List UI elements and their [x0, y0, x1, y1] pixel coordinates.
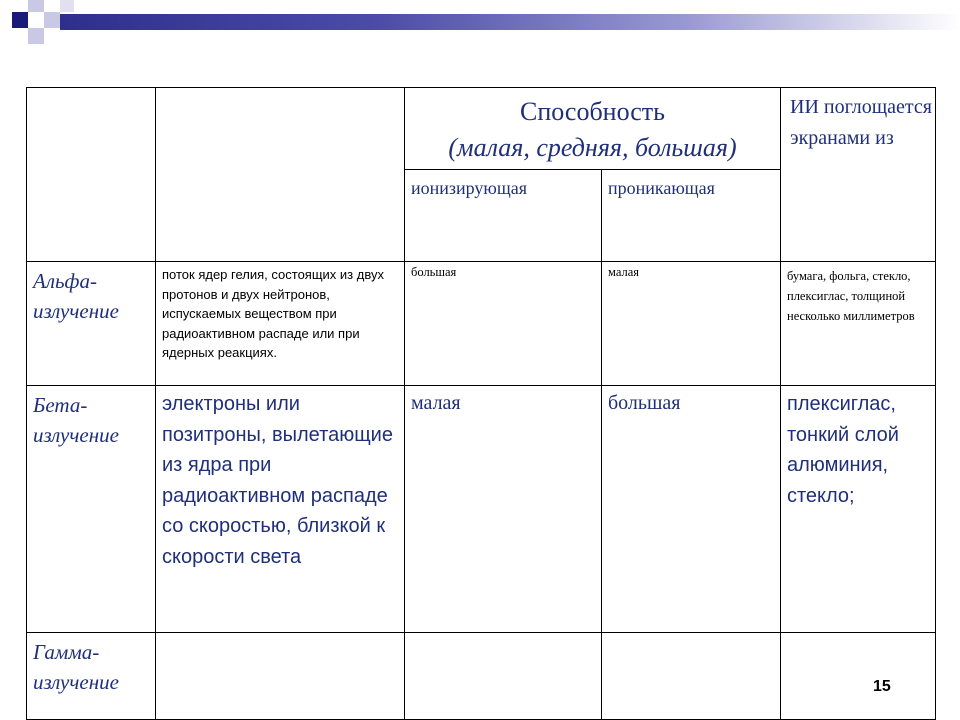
row-penetrating	[602, 633, 780, 639]
row-description: поток ядер гелия, состоящих из двух протонов и двух нейтронов, испускаемых веществом при радиоактивном распаде или при ядерных реакциях.	[162, 267, 384, 360]
decor-square	[60, 0, 74, 12]
table-row	[27, 386, 936, 633]
ability-subtitle: (малая, средняя, большая)	[448, 133, 737, 162]
row-penetrating: большая	[608, 392, 681, 414]
row-penetrating: малая	[608, 265, 640, 279]
header-ability	[405, 88, 781, 170]
decor-square	[28, 0, 44, 12]
row-shields: плексиглас, тонкий слой алюминия, стекло;	[787, 393, 899, 507]
row-name: Гамма-излучение	[33, 640, 119, 694]
table-row	[27, 633, 936, 720]
row-ionizing	[405, 633, 601, 639]
header-banner	[60, 14, 960, 30]
row-description	[156, 633, 404, 636]
row-ionizing: большая	[411, 265, 457, 279]
subheader-ionizing: ионизирующая	[405, 170, 602, 262]
row-name: Альфа-излучение	[33, 269, 119, 323]
subheader-penetrating: проникающая	[602, 170, 781, 262]
row-shields	[781, 633, 935, 636]
header-empty-cell	[156, 88, 405, 262]
header-empty-cell	[27, 88, 156, 262]
row-shields: бумага, фольга, стекло, плексиглас, толщиной несколько миллиметров	[787, 269, 915, 323]
page-number: 15	[873, 678, 891, 695]
row-name: Бета-излучение	[33, 393, 119, 447]
row-ionizing: малая	[411, 392, 461, 414]
ability-title: Способность	[520, 97, 665, 126]
decor-square	[28, 28, 44, 44]
table-row	[27, 262, 936, 386]
decor-square	[44, 12, 60, 28]
header-absorbed-by: ИИ поглощается экранами из	[781, 88, 936, 262]
row-description: электроны или позитроны, вылетающие из ядра при радиоактивном распаде со скоростью, близкой к скорости света	[162, 393, 393, 568]
decor-square	[12, 12, 28, 28]
radiation-table	[26, 87, 935, 720]
